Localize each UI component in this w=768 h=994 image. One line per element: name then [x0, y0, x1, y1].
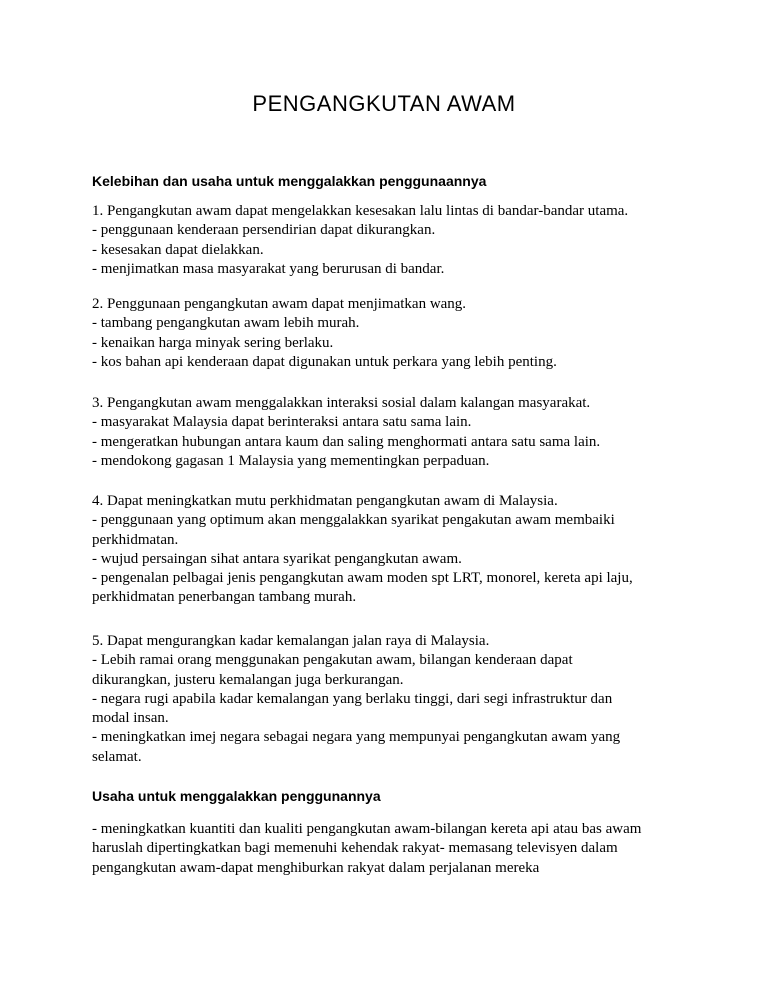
point-5 — [92, 632, 692, 767]
point-2-line-2: - tambang pengangkutan awam lebih murah. — [92, 315, 360, 332]
point-3-line-1: 3. Pengangkutan awam menggalakkan interaksi sosial dalam kalangan masyarakat. — [92, 395, 591, 411]
section-heading-efforts: Usaha untuk menggalakkan penggunannya — [92, 788, 381, 804]
point-1 — [92, 202, 692, 279]
document-title: PENGANGKUTAN AWAM — [252, 91, 516, 116]
point-1-line-2: - penggunaan kenderaan persendirian dapat dikurangkan. — [92, 222, 436, 239]
point-3-line-2: - masyarakat Malaysia dapat berinteraksi antara satu sama lain. — [92, 414, 472, 431]
point-4-line-5: - pengenalan pelbagai jenis pengangkutan awam moden spt LRT, monorel, kereta api laju, — [92, 570, 633, 587]
point-3 — [92, 394, 692, 471]
point-2-line-3: - kenaikan harga minyak sering berlaku. — [92, 334, 334, 351]
point-5-line-7: selamat. — [92, 748, 142, 765]
point-3-line-4: - mendokong gagasan 1 Malaysia yang mementingkan perpaduan. — [92, 452, 490, 469]
point-5-line-4: - negara rugi apabila kadar kemalangan yang berlaku tinggi, dari segi infrastruktur dan — [92, 690, 613, 707]
point-1-line-1: 1. Pengangkutan awam dapat mengelakkan kesesakan lalu lintas di bandar-bandar utama. — [92, 203, 629, 219]
point-2-line-4: - kos bahan api kenderaan dapat digunakan untuk perkara yang lebih penting. — [92, 353, 557, 370]
point-4-line-4: - wujud persaingan sihat antara syarikat pengangkutan awam. — [92, 550, 462, 567]
point-5-line-2: - Lebih ramai orang menggunakan pengakutan awam, bilangan kenderaan dapat — [92, 652, 573, 669]
efforts-line-1: - meningkatkan kuantiti dan kualiti pengangkutan awam-bilangan kereta api atau bas awam — [92, 821, 642, 837]
point-1-line-4: - menjimatkan masa masyarakat yang berurusan di bandar. — [92, 260, 445, 277]
point-4-line-3: perkhidmatan. — [92, 531, 179, 548]
efforts-paragraph — [92, 820, 692, 878]
point-4 — [92, 492, 692, 608]
point-4-line-2: - penggunaan yang optimum akan menggalakkan syarikat pengakutan awam membaiki — [92, 512, 615, 529]
point-1-line-3: - kesesakan dapat dielakkan. — [92, 241, 264, 258]
efforts-line-2: haruslah dipertingkatkan bagi memenuhi kehendak rakyat- memasang televisyen dalam — [92, 840, 618, 857]
section-heading-advantages: Kelebihan dan usaha untuk menggalakkan penggunaannya — [92, 173, 487, 189]
point-5-line-3: dikurangkan, justeru kemalangan juga berkurangan. — [92, 671, 404, 688]
point-3-line-3: - mengeratkan hubungan antara kaum dan saling menghormati antara satu sama lain. — [92, 433, 601, 450]
point-4-line-1: 4. Dapat meningkatkan mutu perkhidmatan pengangkutan awam di Malaysia. — [92, 493, 558, 509]
efforts-line-3: pengangkutan awam-dapat menghiburkan rakyat dalam perjalanan mereka — [92, 859, 540, 876]
point-2-line-1: 2. Penggunaan pengangkutan awam dapat menjimatkan wang. — [92, 296, 467, 312]
point-5-line-6: - meningkatkan imej negara sebagai negara yang mempunyai pengangkutan awam yang — [92, 729, 621, 746]
point-4-line-6: perkhidmatan penerbangan tambang murah. — [92, 589, 357, 606]
point-2 — [92, 295, 692, 372]
point-5-line-5: modal insan. — [92, 710, 169, 727]
point-5-line-1: 5. Dapat mengurangkan kadar kemalangan jalan raya di Malaysia. — [92, 633, 490, 649]
